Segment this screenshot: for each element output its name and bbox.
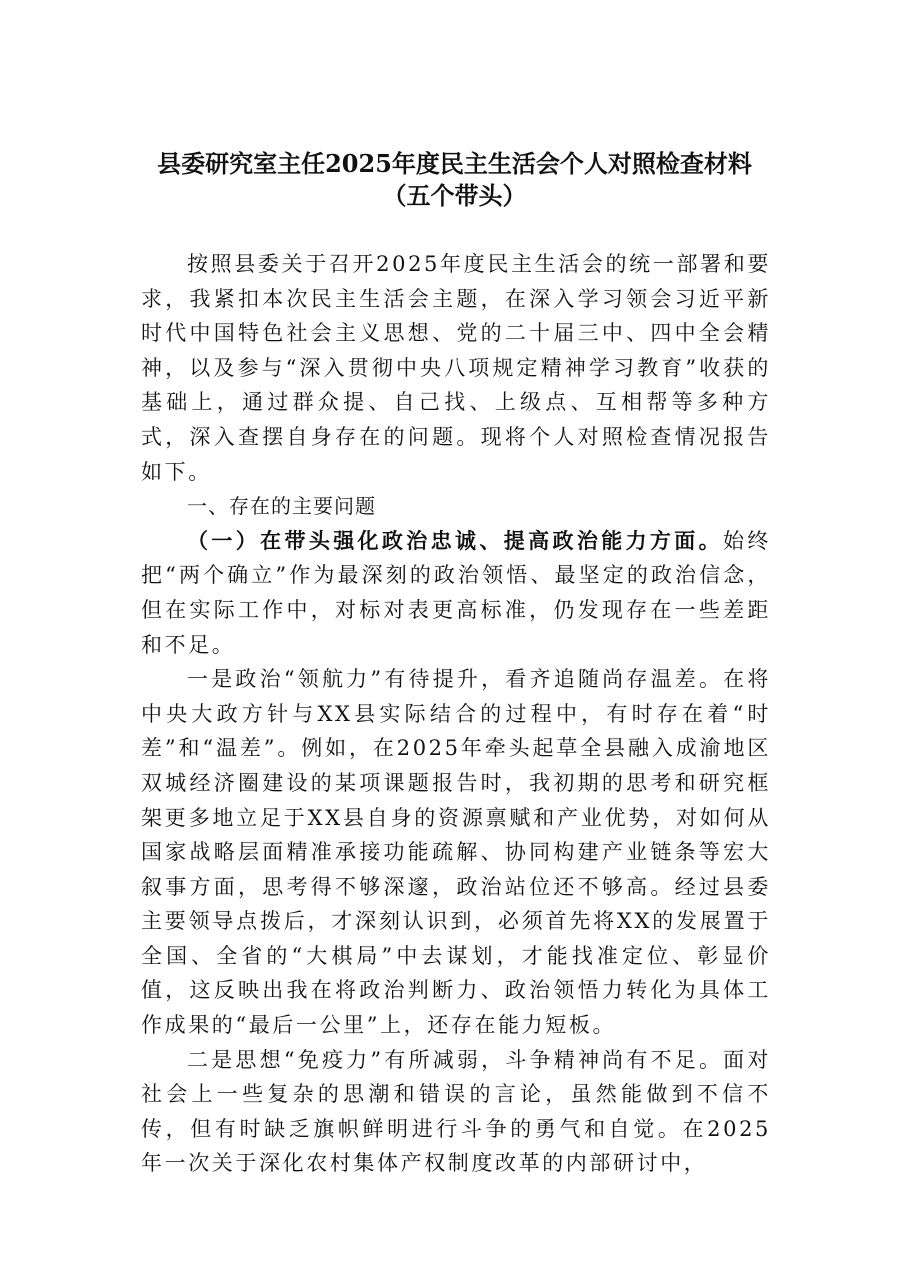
subsection-paragraph: [141, 524, 771, 662]
section-heading: 一、存在的主要问题: [187, 494, 376, 519]
document-subtitle: （五个带头）: [382, 181, 527, 210]
document-body: [141, 247, 771, 1181]
point-one-paragraph: 一是政治“领航力”有待提升，看齐追随尚存温差。在将中央大政方针与XX县实际结合的过程中，有时存在着“时差”和“温差”。例如，在2025年牵头起草全县融入成渝地区双城经济圈建设的某项课题报告时，我初期的思考和研究框架更多地立足于XX县自身的资源禀赋和产业优势，对如何从国家战略层面精准承接功能疏解、协同构建产业链条等宏大叙事方面，思考得不够深邃，政治站位还不够高。经过县委主要领导点拨后，才深刻认识到，必须首先将XX的发展置于全国、全省的“大棋局”中去谋划，才能找准定位、彰显价值，这反映出我在将政治判断力、政治领悟力转化为具体工作成果的“最后一公里”上，还存在能力短板。: [141, 667, 771, 1038]
intro-paragraph: 按照县委关于召开2025年度民主生活会的统一部署和要求，我紧扣本次民主生活会主题，在深入学习领会习近平新时代中国特色社会主义思想、党的二十届三中、四中全会精神，以及参与“深入贯彻中央八项规定精神学习教育”收获的基础上，通过群众提、自己找、上级点、互相帮等多种方式，深入查摆自身存在的问题。现将个人对照检查情况报告如下。: [141, 252, 771, 484]
document-title: 县委研究室主任2025年度民主生活会个人对照检查材料: [157, 149, 752, 178]
subsection-text: 始终把“两个确立”作为最深刻的政治领悟、最坚定的政治信念，但在实际工作中，对标对表更高标准，仍发现存在一些差距和不足。: [141, 528, 771, 657]
point-two-paragraph: 二是思想“免疫力”有所减弱，斗争精神尚有不足。面对社会上一些复杂的思潮和错误的言论，虽然能做到不信不传，但有时缺乏旗帜鲜明进行斗争的勇气和自觉。在2025年一次关于深化农村集体产权制度改革的内部研讨中，: [141, 1047, 771, 1176]
subsection-heading: （一）在带头强化政治忠诚、提高政治能力方面。: [187, 527, 724, 553]
